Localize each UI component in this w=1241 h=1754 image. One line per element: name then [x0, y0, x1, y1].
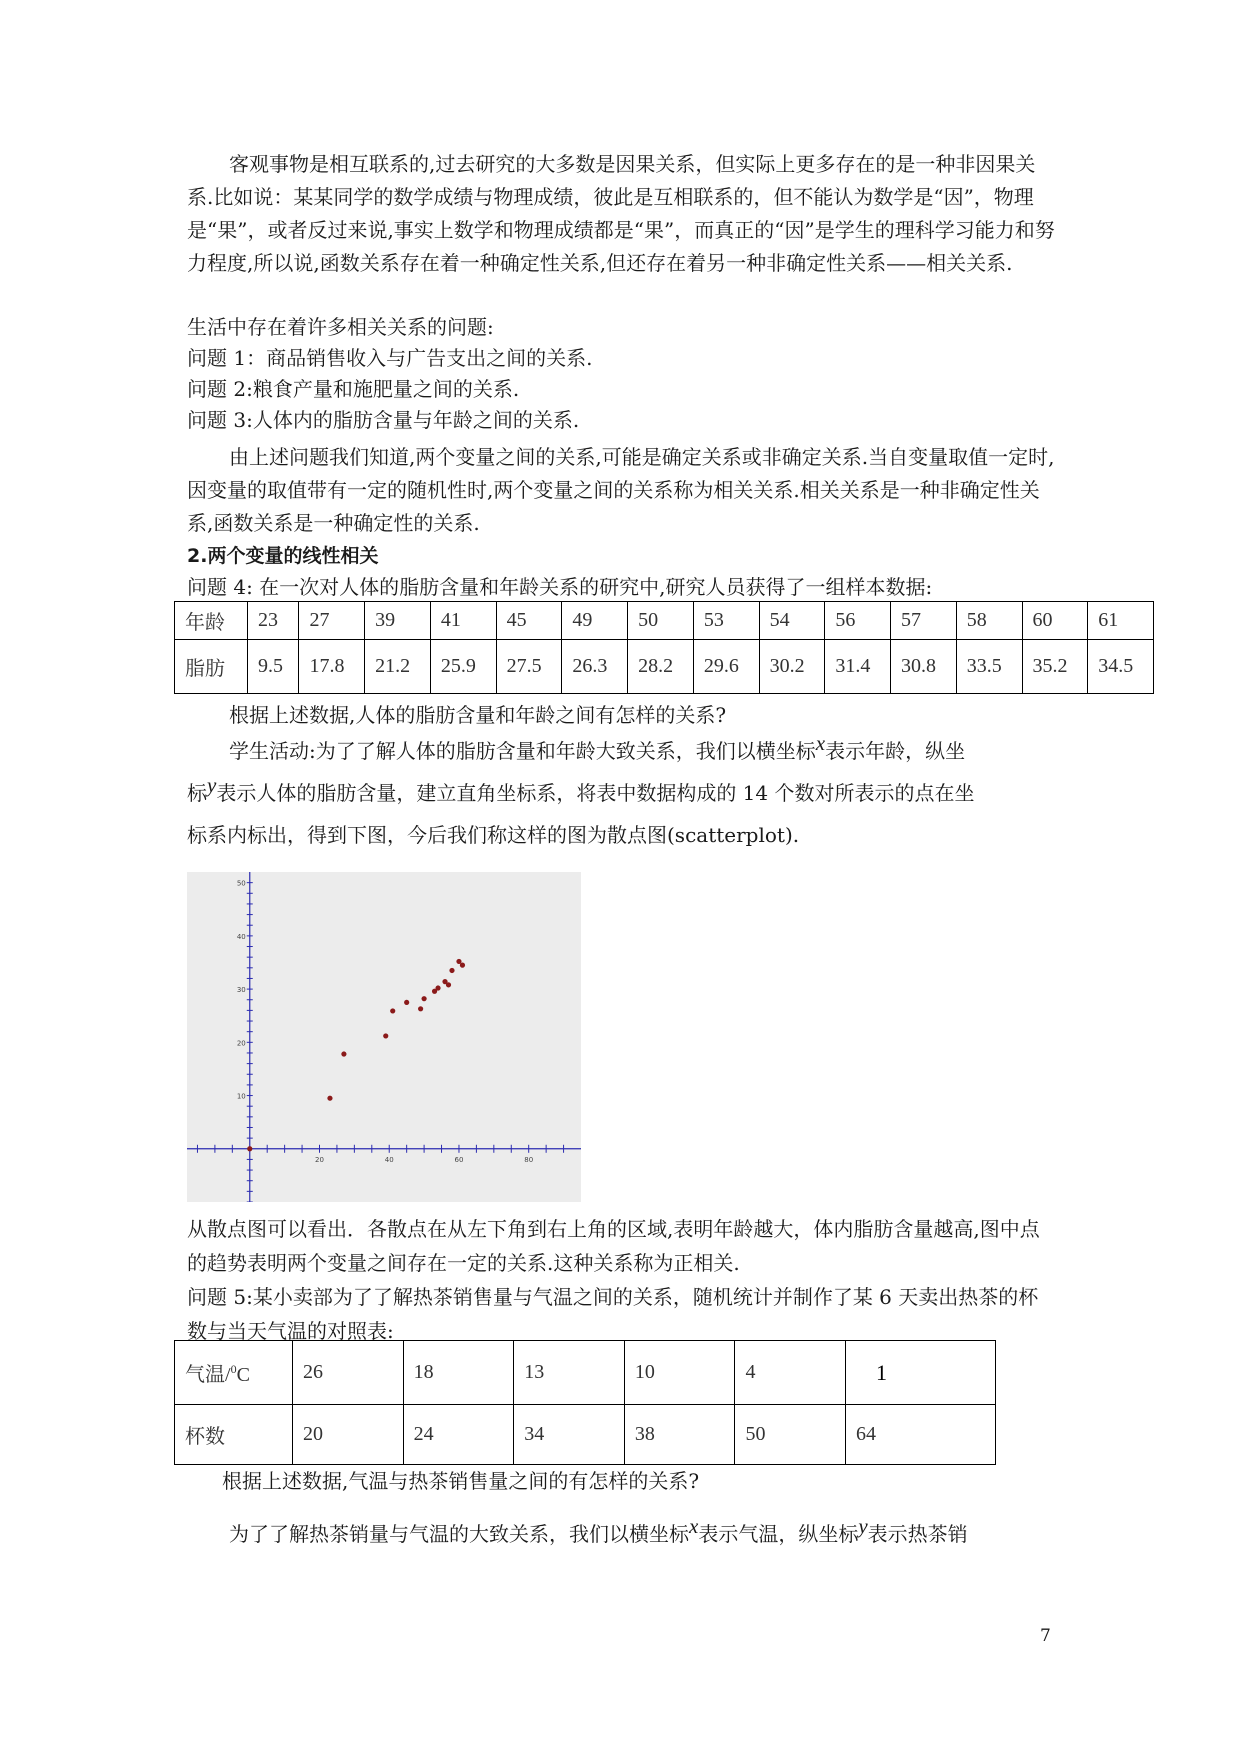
table-cell: 9.5 [248, 640, 299, 694]
table-cell: 27.5 [496, 640, 562, 694]
data-point [341, 1051, 346, 1056]
variable-y: y [858, 1514, 868, 1538]
table-cell: 1 [846, 1341, 996, 1405]
question-4: 问题 4: 在一次对人体的脂肪含量和年龄关系的研究中,研究人员获得了一组样本数据: [187, 575, 933, 599]
y-tick-label: 30 [236, 986, 246, 995]
temp-unit: C [236, 1364, 250, 1386]
data-point [446, 982, 451, 987]
table-cell: 20 [293, 1405, 404, 1465]
variable-x: x [815, 731, 826, 755]
explain-paragraph: 由上述问题我们知道,两个变量之间的关系,可能是确定关系或非确定关系.当自变量取值一定时,因变量的取值带有一定的随机性时,两个变量之间的关系称为相关关系.相关关系是一种非确定性关系,函数关系是一种确定性的关系. [187, 445, 1055, 535]
table-cell: 25.9 [430, 640, 496, 694]
table-cell: 61 [1088, 602, 1154, 640]
data-point [421, 996, 426, 1001]
activity-line-2 [187, 772, 975, 814]
table-cell: 58 [956, 602, 1022, 640]
activity-text-2: 表示年龄，纵坐 [825, 739, 966, 763]
question-2: 问题 2:粮食产量和施肥量之间的关系. [187, 377, 520, 401]
table-cell: 23 [248, 602, 299, 640]
y-tick-label: 20 [236, 1039, 246, 1048]
x-tick-label: 80 [524, 1155, 534, 1164]
table-cell: 27 [299, 602, 365, 640]
table-cell: 60 [1022, 602, 1088, 640]
y-tick-label: 40 [236, 932, 246, 941]
x-tick-label: 60 [454, 1155, 464, 1164]
data-point [435, 985, 440, 990]
temp-label: 气温/ [185, 1364, 231, 1386]
table-cell: 18 [403, 1341, 514, 1405]
page-number: 7 [1040, 1626, 1051, 1646]
table-cell: 24 [403, 1405, 514, 1465]
table-cell: 54 [759, 602, 825, 640]
y-tick-label: 50 [236, 879, 246, 888]
x-tick-label: 40 [384, 1155, 394, 1164]
activity-line-3: 标系内标出，得到下图，今后我们称这样的图为散点图(scatterplot). [187, 823, 800, 847]
table-cell: 26.3 [562, 640, 628, 694]
table-cell: 34 [514, 1405, 625, 1465]
table-cell: 50 [735, 1405, 846, 1465]
intro-paragraph: 客观事物是相互联系的,过去研究的大多数是因果关系，但实际上更多存在的是一种非因果关系.比如说：某某同学的数学成绩与物理成绩，彼此是互相联系的，但不能认为数学是“因”，物理是“果”，或者反过来说,事实上数学和物理成绩都是“果”，而真正的“因”是学生的理科学习能力和努力程度,所以说,函数关系存在着一种确定性关系,但还存在着另一种非确定性关系——相关关系. [187, 152, 1055, 275]
activity-text-4: 表示人体的脂肪含量，建立直角坐标系，将表中数据构成的 14 个数对所表示的点在坐 [216, 781, 975, 805]
data-point [460, 963, 465, 968]
data-point [390, 1008, 395, 1013]
question-1: 问题 1：商品销售收入与广告支出之间的关系. [187, 346, 593, 370]
tea-temperature-table [174, 1340, 996, 1465]
table-cell: 30.8 [891, 640, 957, 694]
last-text-2: 表示气温，纵坐标 [698, 1522, 859, 1546]
table-cell: 13 [514, 1341, 625, 1405]
section-heading: 2.两个变量的线性相关 [187, 545, 379, 567]
q5-after-line: 根据上述数据,气温与热茶销售量之间的有怎样的关系? [222, 1469, 700, 1493]
table-cell: 49 [562, 602, 628, 640]
table-cell: 4 [735, 1341, 846, 1405]
scatter-plot-svg [187, 872, 581, 1202]
table-cell: 30.2 [759, 640, 825, 694]
table-row [175, 602, 1154, 640]
table-cell: 45 [496, 602, 562, 640]
question-3: 问题 3:人体内的脂肪含量与年龄之间的关系. [187, 408, 580, 432]
fat-age-table [174, 601, 1154, 694]
table-cell: 29.6 [693, 640, 759, 694]
table-row [175, 1405, 996, 1465]
data-point [247, 1146, 252, 1151]
table-cell: 53 [693, 602, 759, 640]
activity-line-1 [229, 730, 965, 772]
table-cell: 56 [825, 602, 891, 640]
table-cell: 33.5 [956, 640, 1022, 694]
table-cell: 35.2 [1022, 640, 1088, 694]
table-cell: 34.5 [1088, 640, 1154, 694]
last-text-1: 为了了解热茶销量与气温的大致关系，我们以横坐标 [229, 1522, 689, 1546]
q4-after-line: 根据上述数据,人体的脂肪含量和年龄之间有怎样的关系? [229, 703, 727, 727]
table-cell: 31.4 [825, 640, 891, 694]
data-point [404, 1000, 409, 1005]
question-5: 问题 5:某小卖部为了了解热茶销售量与气温之间的关系，随机统计并制作了某 6 天卖出热茶的杯数与当天气温的对照表: [187, 1285, 1039, 1343]
data-point [383, 1033, 388, 1038]
table-cell: 57 [891, 602, 957, 640]
last-text-3: 表示热茶销 [867, 1522, 968, 1546]
table-cell: 26 [293, 1341, 404, 1405]
table-cell-label: 脂肪 [175, 640, 248, 694]
table-cell-label: 年龄 [175, 602, 248, 640]
table-row [175, 640, 1154, 694]
variable-x: x [689, 1514, 699, 1538]
data-point [418, 1006, 423, 1011]
table-row [175, 1341, 996, 1405]
table-cell-label [175, 1341, 293, 1405]
scatter-note-paragraph: 从散点图可以看出．各散点在从左下角到右上角的区域,表明年龄越大，体内脂肪含量越高,图中点的趋势表明两个变量之间存在一定的关系.这种关系称为正相关. [187, 1217, 1040, 1275]
life-intro-line: 生活中存在着许多相关关系的问题: [187, 315, 494, 339]
table-cell: 10 [624, 1341, 735, 1405]
table-cell-label: 杯数 [175, 1405, 293, 1465]
table-cell: 21.2 [365, 640, 431, 694]
last-line [229, 1512, 968, 1556]
table-cell: 41 [430, 602, 496, 640]
table-cell: 17.8 [299, 640, 365, 694]
table-cell: 38 [624, 1405, 735, 1465]
table-cell: 50 [628, 602, 694, 640]
scatter-chart [187, 872, 581, 1202]
table-cell: 64 [846, 1405, 996, 1465]
degree-superscript: 0 [230, 1362, 237, 1376]
activity-text-1: 学生活动:为了了解人体的脂肪含量和年龄大致关系，我们以横坐标 [229, 739, 816, 763]
data-point [449, 968, 454, 973]
table-cell: 39 [365, 602, 431, 640]
data-point [327, 1096, 332, 1101]
variable-y: y [207, 773, 217, 797]
activity-text-3: 标 [187, 781, 207, 805]
x-tick-label: 20 [315, 1155, 324, 1164]
table-cell: 28.2 [628, 640, 694, 694]
y-tick-label: 10 [236, 1092, 246, 1101]
